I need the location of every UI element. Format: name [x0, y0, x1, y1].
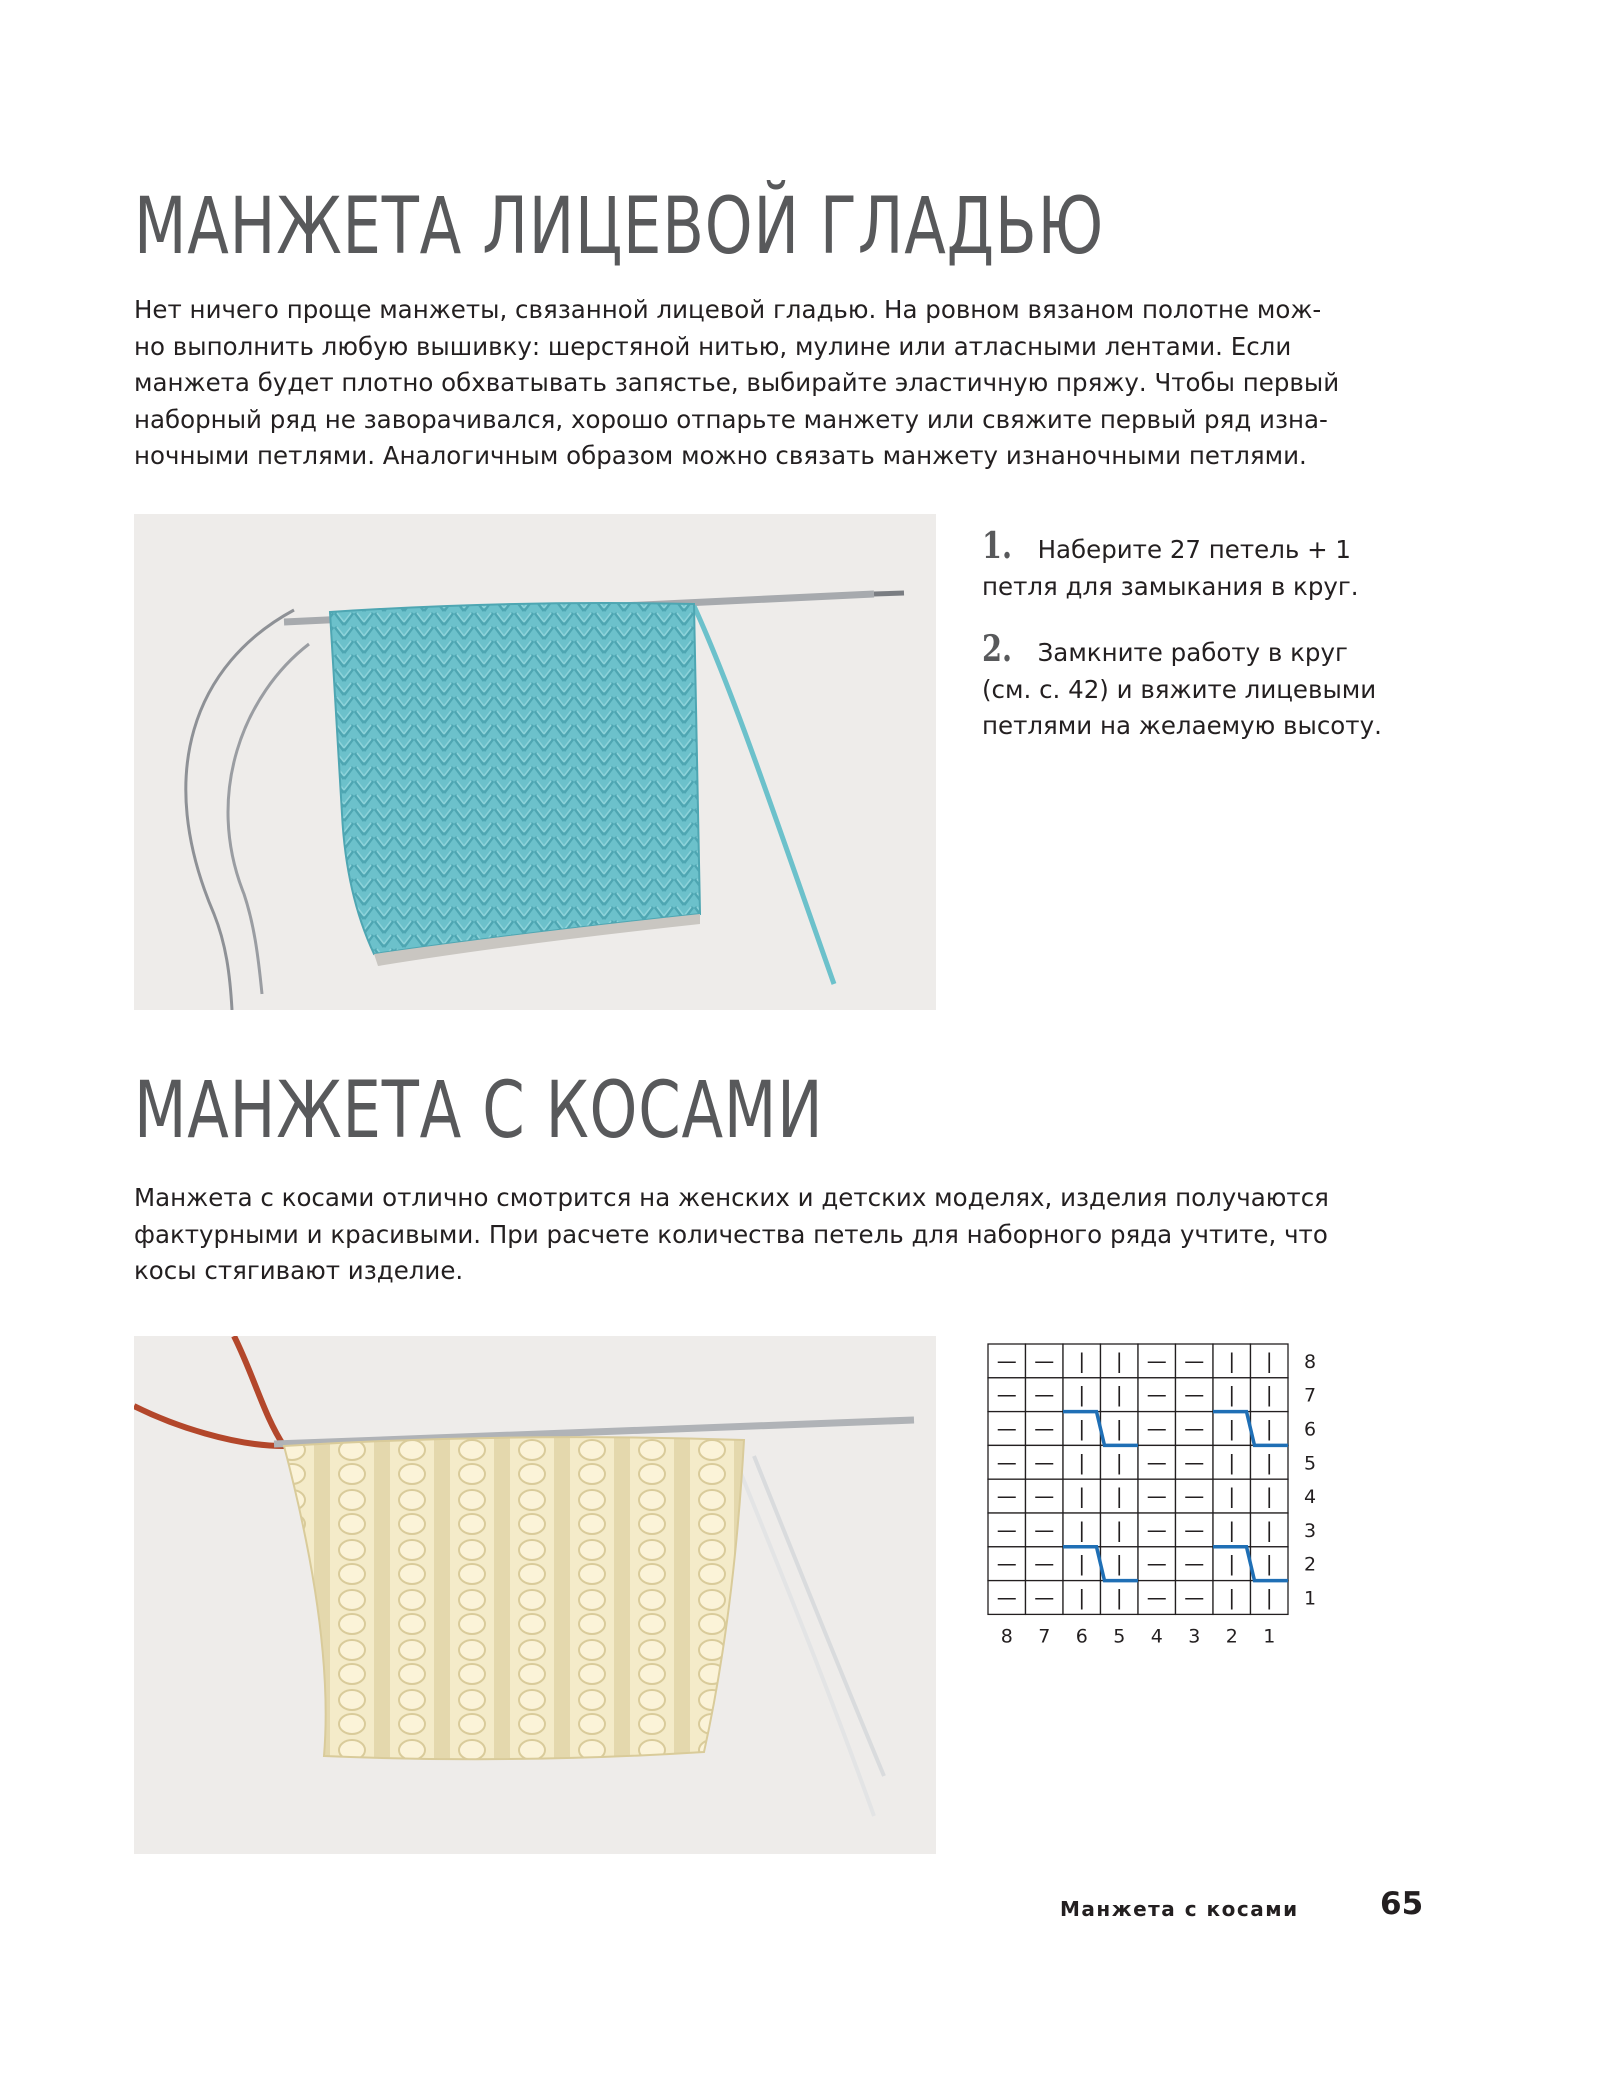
chart-symbol: — [1146, 1348, 1167, 1373]
chart-symbol: — [996, 1517, 1017, 1542]
chart-symbol: | [1078, 1382, 1086, 1407]
column-label: 6 [1075, 1625, 1088, 1648]
chart-canvas [980, 1338, 1320, 1658]
column-label: 2 [1225, 1625, 1238, 1648]
chart-symbol: — [1184, 1416, 1205, 1441]
chart-symbol: | [1115, 1484, 1123, 1509]
step-item [982, 628, 1402, 745]
step-text-line: петлями на желаемую высоту. [982, 711, 1382, 740]
chart-symbol: — [1034, 1416, 1055, 1441]
cable-stitch-chart [980, 1338, 1320, 1658]
chart-symbol: — [1146, 1517, 1167, 1542]
chart-symbol: | [1228, 1382, 1236, 1407]
page-number: 65 [1380, 1886, 1424, 1922]
chart-symbol: | [1078, 1450, 1086, 1475]
paragraph-line: манжета будет плотно обхватывать запястье, выбирайте эластичную пряжу. Чтобы первый [134, 368, 1340, 397]
chart-symbol: | [1115, 1382, 1123, 1407]
chart-symbol: — [1184, 1348, 1205, 1373]
step-text-line: (см. с. 42) и вяжите лицевыми [982, 674, 1377, 704]
chart-symbol: | [1078, 1551, 1086, 1576]
chart-symbol: — [1184, 1484, 1205, 1509]
chart-symbol: — [1184, 1517, 1205, 1542]
paragraph-line: фактурными и красивыми. При расчете количества петель для наборного ряда учтите, что [134, 1219, 1328, 1249]
paragraph-line: Нет ничего проще манжеты, связанной лицевой гладью. На ровном вязаном полотне мож- [134, 295, 1322, 324]
chart-symbol: — [1146, 1585, 1167, 1610]
row-label: 7 [1303, 1384, 1317, 1407]
chart-symbol: | [1265, 1382, 1273, 1407]
section-title-cable-cuff: МАНЖЕТА С КОСАМИ [134, 1066, 824, 1156]
chart-symbol: | [1078, 1348, 1086, 1373]
column-label: 3 [1188, 1625, 1201, 1648]
chart-symbol: | [1265, 1585, 1273, 1610]
step-number: 1. [982, 525, 1013, 567]
chart-symbol: | [1228, 1517, 1236, 1542]
chart-symbol: — [1034, 1551, 1055, 1576]
chart-symbol: — [996, 1551, 1017, 1576]
chart-symbol: | [1115, 1450, 1123, 1475]
column-label: 8 [1000, 1625, 1013, 1648]
row-label: 2 [1303, 1553, 1317, 1576]
column-label: 4 [1150, 1625, 1163, 1648]
chart-symbol: | [1115, 1585, 1123, 1610]
chart-symbol: — [1034, 1517, 1055, 1542]
chart-symbol: — [1184, 1551, 1205, 1576]
chart-symbol: | [1228, 1416, 1236, 1441]
chart-symbol: — [996, 1416, 1017, 1441]
running-footer-label: Манжета с косами [1060, 1897, 1299, 1921]
chart-symbol: — [1146, 1382, 1167, 1407]
row-label: 6 [1303, 1418, 1317, 1441]
column-label: 7 [1038, 1625, 1051, 1648]
paragraph-line: ночными петлями. Аналогичным образом можно связать манжету изнаночными петлями. [134, 441, 1307, 470]
column-label: 5 [1113, 1625, 1126, 1648]
chart-symbol: — [1184, 1585, 1205, 1610]
chart-symbol: — [1184, 1382, 1205, 1407]
chart-symbol: | [1078, 1484, 1086, 1509]
column-label: 1 [1263, 1625, 1276, 1648]
chart-symbol: — [996, 1348, 1017, 1373]
chart-symbol: — [1146, 1551, 1167, 1576]
row-label: 3 [1303, 1519, 1317, 1542]
step-text-line: петля для замыкания в круг. [982, 571, 1359, 601]
section-title-stockinette-cuff: МАНЖЕТА ЛИЦЕВОЙ ГЛАДЬЮ [134, 182, 1104, 272]
step-text-line: Замкните работу в круг [1037, 638, 1348, 667]
chart-symbol: | [1078, 1585, 1086, 1610]
step-item [982, 525, 1402, 605]
steps-list [982, 525, 1402, 771]
chart-symbol: | [1078, 1416, 1086, 1441]
chart-symbol: — [996, 1382, 1017, 1407]
chart-symbol: | [1078, 1517, 1086, 1542]
chart-symbol: — [1146, 1484, 1167, 1509]
chart-symbol: | [1115, 1416, 1123, 1441]
chart-symbol: — [1034, 1484, 1055, 1509]
chart-symbol: — [1034, 1450, 1055, 1475]
chart-symbol: | [1115, 1551, 1123, 1576]
chart-symbol: — [1184, 1450, 1205, 1475]
step-number: 2. [982, 628, 1013, 670]
chart-symbol: | [1228, 1551, 1236, 1576]
chart-symbol: | [1265, 1348, 1273, 1373]
row-label: 1 [1303, 1587, 1317, 1610]
chart-symbol: | [1115, 1348, 1123, 1373]
chart-symbol: — [1034, 1348, 1055, 1373]
chart-symbol: — [1034, 1585, 1055, 1610]
paragraph-line: косы стягивают изделие. [134, 1256, 464, 1285]
chart-symbol: — [1146, 1450, 1167, 1475]
chart-symbol: | [1265, 1416, 1273, 1441]
row-label: 5 [1303, 1452, 1317, 1475]
chart-symbol: | [1265, 1551, 1273, 1576]
chart-symbol: — [996, 1450, 1017, 1475]
paragraph-line: Манжета с косами отлично смотрится на женских и детских моделях, изделия получаются [134, 1183, 1329, 1212]
photo-blue-stockinette-swatch [134, 514, 936, 1010]
chart-symbol: — [996, 1484, 1017, 1509]
section-intro-cables [134, 1180, 1329, 1290]
row-label: 4 [1303, 1486, 1317, 1509]
chart-symbol: — [1034, 1382, 1055, 1407]
chart-symbol: | [1228, 1450, 1236, 1475]
chart-symbol: | [1228, 1585, 1236, 1610]
chart-symbol: | [1228, 1348, 1236, 1373]
chart-symbol: | [1115, 1517, 1123, 1542]
chart-symbol: — [996, 1585, 1017, 1610]
paragraph-line: наборный ряд не заворачивался, хорошо отпарьте манжету или свяжите первый ряд изна- [134, 404, 1328, 434]
step-text-line: Наберите 27 петель + 1 [1037, 535, 1352, 564]
row-label: 8 [1303, 1350, 1317, 1373]
chart-symbol: | [1265, 1450, 1273, 1475]
chart-symbol: | [1228, 1484, 1236, 1509]
paragraph-line: но выполнить любую вышивку: шерстяной нитью, мулине или атласными лентами. Если [134, 331, 1292, 361]
chart-symbol: — [1146, 1416, 1167, 1441]
chart-symbol: | [1265, 1517, 1273, 1542]
section-intro-stockinette [134, 292, 1339, 475]
chart-symbol: | [1265, 1484, 1273, 1509]
photo-cream-cable-swatch [134, 1336, 936, 1854]
